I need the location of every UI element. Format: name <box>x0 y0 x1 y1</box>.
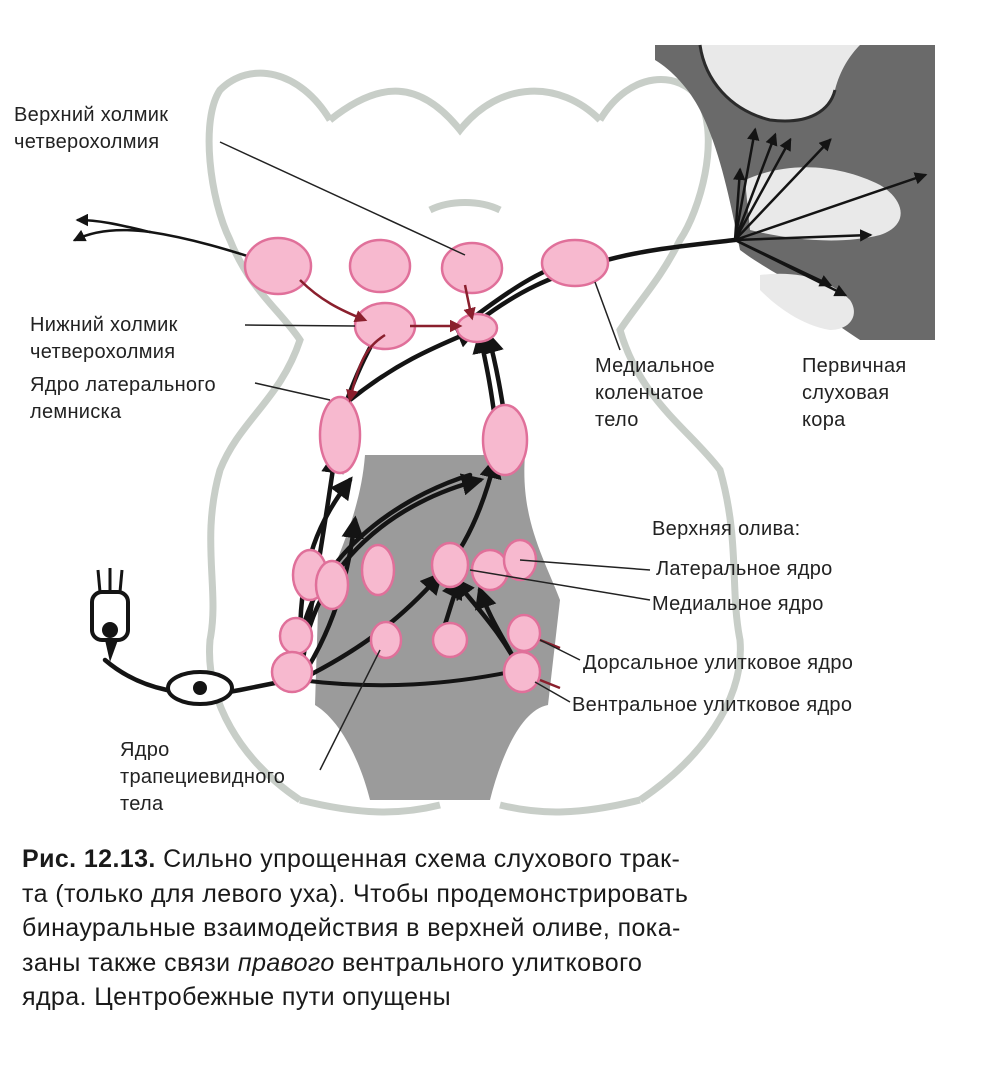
lateral-lemniscus-left <box>320 397 360 473</box>
label-line: тело <box>595 409 639 431</box>
label-line: трапециевидного <box>120 766 286 788</box>
caption-line-3: бинауральные взаимодействия в верхней оливе, пока- <box>22 914 681 942</box>
olive-right-a <box>432 543 468 587</box>
olive-right-b <box>472 550 508 590</box>
label-line: лемниска <box>30 401 122 423</box>
label-ventral-cochlear-nucleus <box>572 692 852 719</box>
label-line: Вентральное улитковое ядро <box>572 694 853 716</box>
label-trapezoid-body <box>120 737 285 818</box>
label-line: коленчатое <box>595 382 704 404</box>
label-superior-olive <box>652 516 800 543</box>
trapezoid-nucleus <box>371 622 401 658</box>
label-lateral-nucleus <box>656 556 833 583</box>
label-line: четверохолмия <box>14 131 160 153</box>
olive-left-c <box>362 545 394 595</box>
caption-text: заны также связи <box>22 948 231 977</box>
label-medial-geniculate <box>595 353 715 434</box>
caption-text: вентрального улиткового <box>342 948 643 977</box>
label-line: Ядро латерального <box>30 374 216 396</box>
label-line: Верхняя олива: <box>652 518 801 540</box>
label-line: четверохолмия <box>30 341 176 363</box>
label-superior-colliculus <box>14 102 168 156</box>
label-dorsal-cochlear-nucleus <box>583 650 853 677</box>
cochlear-right-ventral <box>504 652 540 692</box>
label-inferior-colliculus <box>30 312 178 366</box>
medial-geniculate-body <box>542 240 608 286</box>
label-line: Ядро <box>120 739 170 761</box>
cochlear-left-dorsal <box>280 618 312 654</box>
caption-text: Сильно упрощенная схема слухового трак- <box>163 845 681 873</box>
label-line: Дорсальное улитковое ядро <box>583 652 854 674</box>
caption-line-4 <box>22 946 962 981</box>
label-line: Медиальное ядро <box>652 593 824 615</box>
label-lateral-lemniscus <box>30 372 216 426</box>
label-line: тела <box>120 793 164 815</box>
label-line: Медиальное <box>595 355 715 377</box>
label-auditory-cortex <box>802 353 907 434</box>
label-medial-nucleus <box>652 591 824 618</box>
label-line: слуховая <box>802 382 890 404</box>
label-line: Первичная <box>802 355 907 377</box>
label-line: Латеральное ядро <box>656 558 833 580</box>
figure-number: Рис. 12.13. <box>22 845 156 873</box>
superior-colliculus-left <box>245 238 311 294</box>
label-line: Верхний холмик <box>14 104 169 126</box>
inferior-colliculus-left <box>355 303 415 349</box>
trapezoid-nucleus-right <box>433 623 467 657</box>
olive-left-b <box>316 561 348 609</box>
superior-colliculus-center-left <box>350 240 410 292</box>
lateral-lemniscus-right <box>483 405 527 475</box>
caption-italic-word: правого <box>237 948 335 977</box>
inferior-colliculus-right <box>457 314 497 342</box>
caption-line-2: та (только для левого уха). Чтобы продемонстрировать <box>22 879 689 908</box>
caption-line-5: ядра. Центробежные пути опущены <box>22 983 452 1011</box>
caption-line-1 <box>22 842 962 877</box>
label-line: кора <box>802 409 846 431</box>
figure-caption <box>22 842 962 1015</box>
label-line: Нижний холмик <box>30 314 178 336</box>
cochlear-right-dorsal <box>508 615 540 651</box>
superior-colliculus-center-right <box>442 243 502 293</box>
cochlear-left-ventral <box>272 652 312 692</box>
